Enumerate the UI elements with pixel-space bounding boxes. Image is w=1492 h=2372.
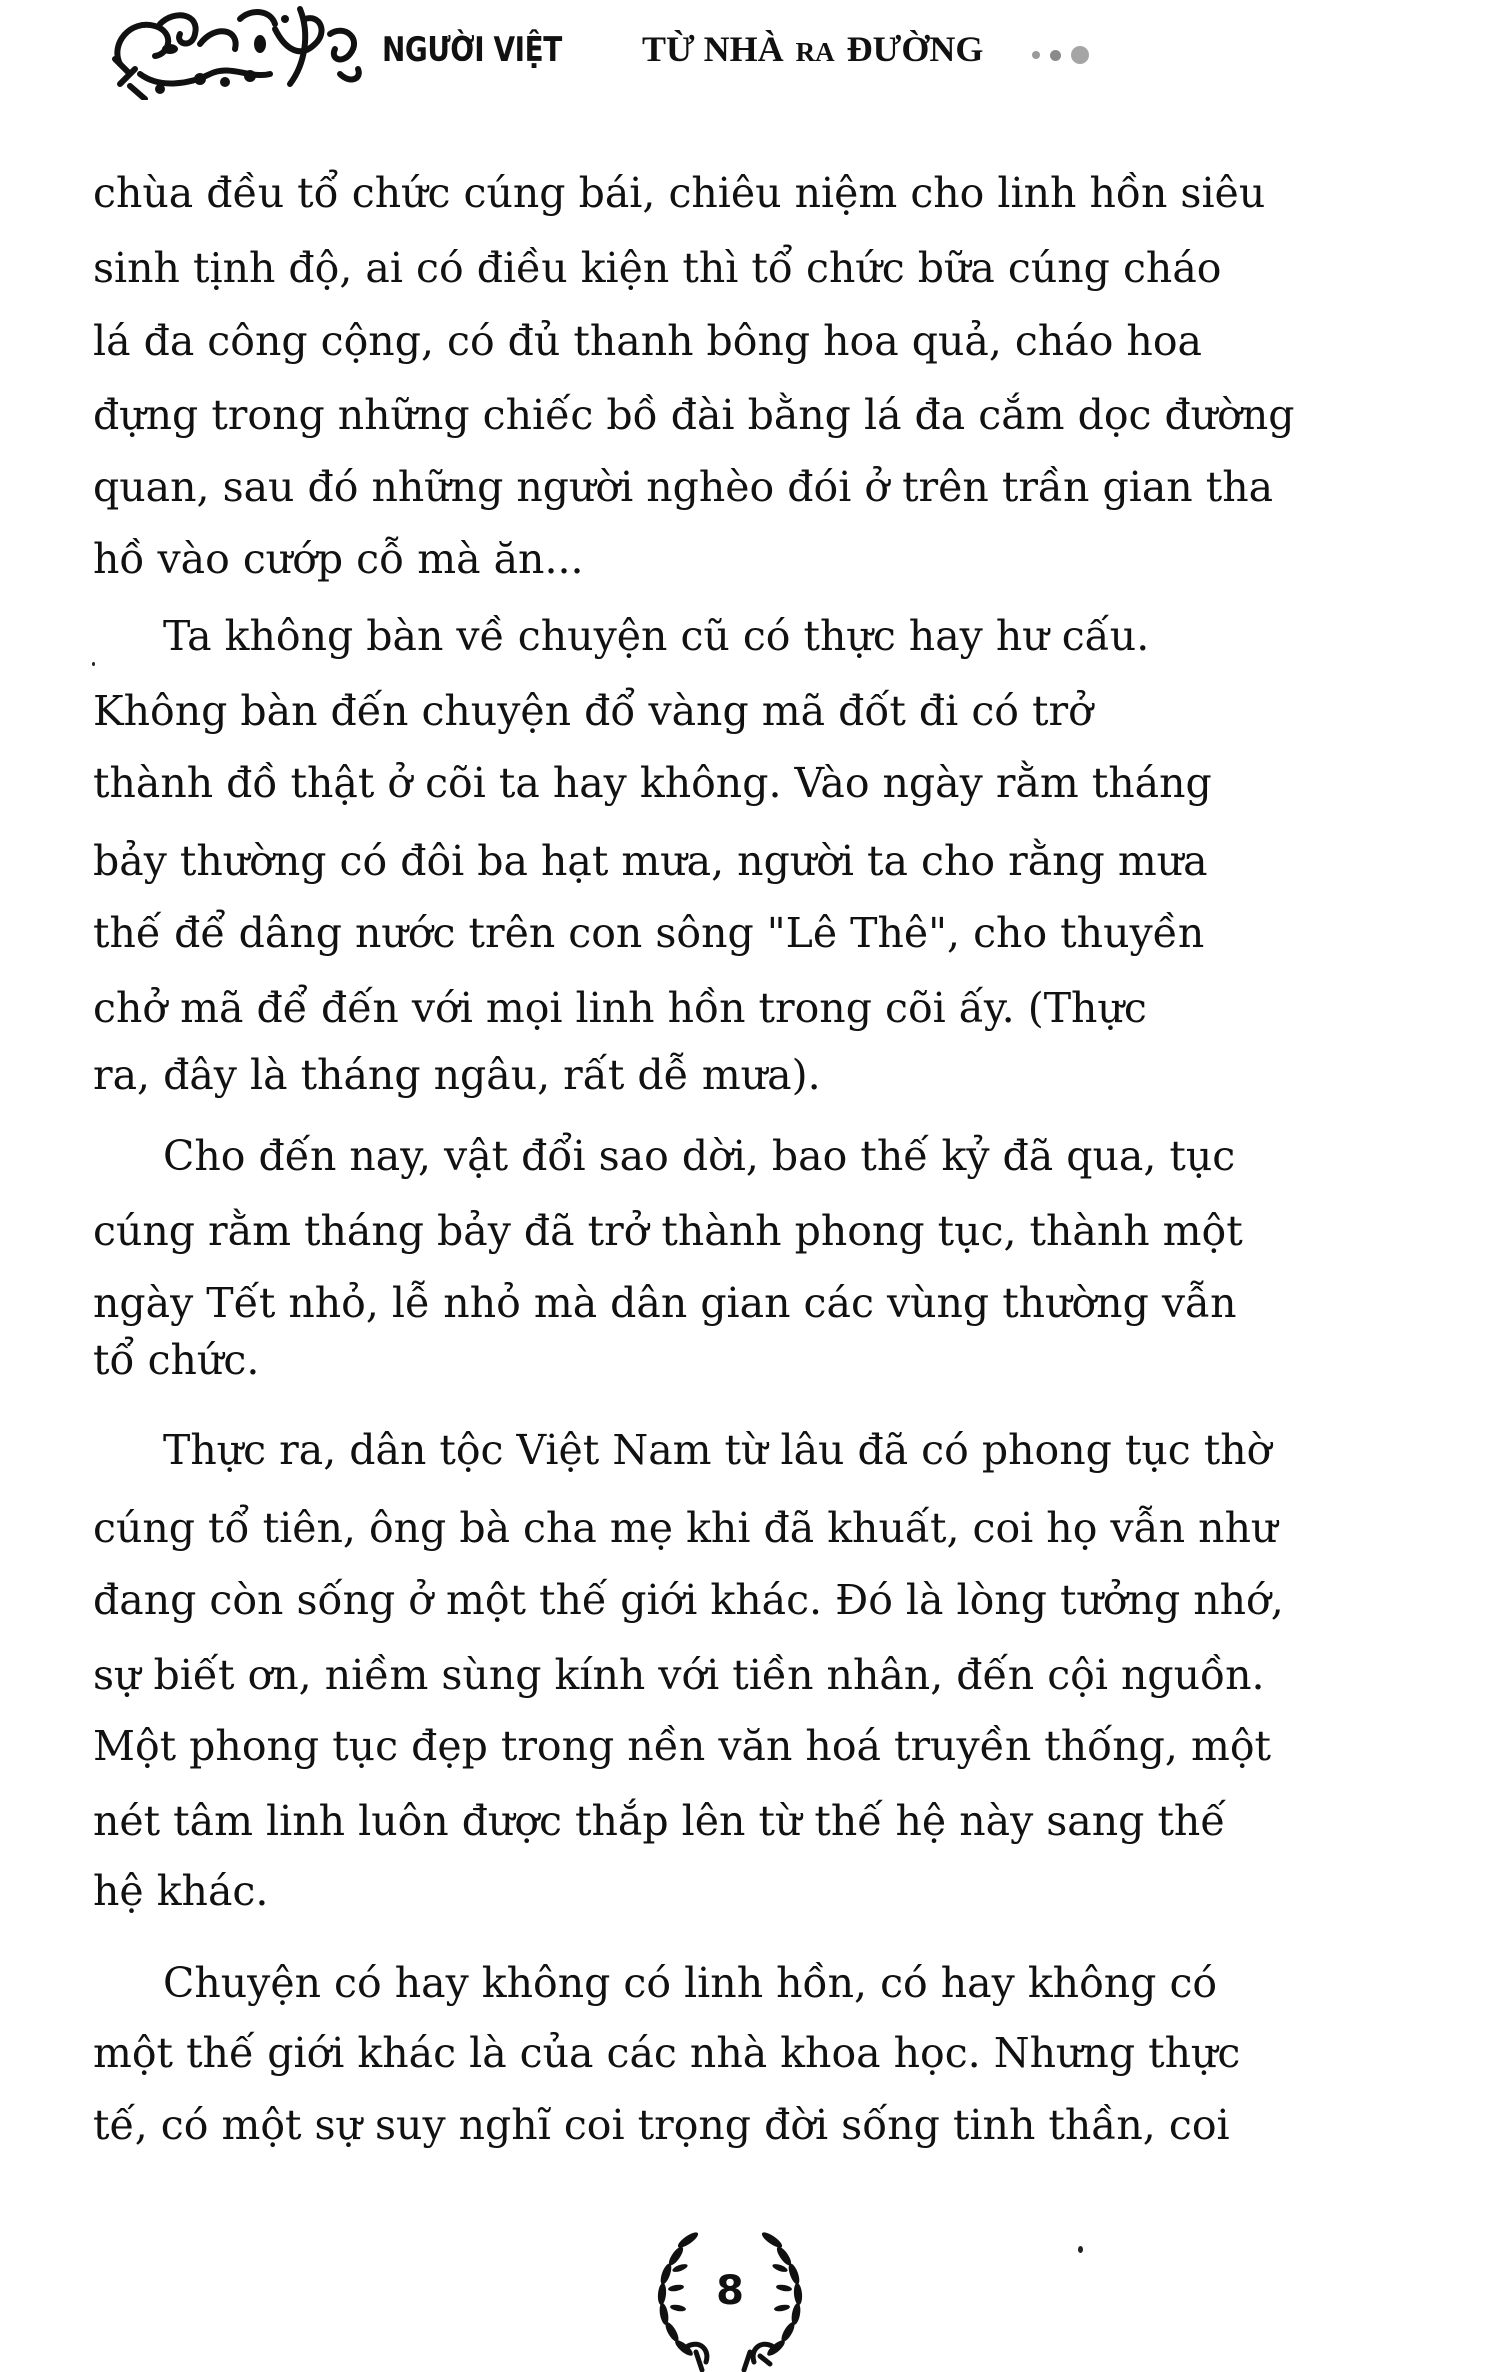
page-footer — [640, 2228, 820, 2372]
title-part-2: ĐƯỜNG — [846, 29, 984, 69]
text-line: thành đồ thật ở cõi ta hay không. Vào ngày rằm tháng — [93, 759, 1212, 807]
paragraph-first-line: Ta không bàn về chuyện cũ có thực hay hư cấu. — [163, 612, 1150, 660]
title-bold: NGƯỜI VIỆT — [382, 30, 562, 70]
text-line: ra, đây là tháng ngâu, rất dễ mưa). — [93, 1051, 821, 1099]
text-line: quan, sau đó những người nghèo đói ở trên trần gian tha — [93, 463, 1274, 511]
text-line: hồ vào cướp cỗ mà ăn... — [93, 535, 584, 583]
text-line: bảy thường có đôi ba hạt mưa, người ta cho rằng mưa — [93, 837, 1208, 885]
text-line: ngày Tết nhỏ, lễ nhỏ mà dân gian các vùng thường vẫn — [93, 1279, 1237, 1327]
scan-speck — [92, 662, 95, 666]
page-number: 8 — [716, 2268, 744, 2314]
text-line: một thế giới khác là của các nhà khoa học. Nhưng thực — [93, 2029, 1241, 2077]
text-line: đang còn sống ở một thế giới khác. Đó là lòng tưởng nhớ, — [93, 1576, 1284, 1624]
three-dots-ornament-icon — [1032, 46, 1089, 64]
scan-speck — [1078, 2246, 1083, 2253]
text-line: tế, có một sự suy nghĩ coi trọng đời sống tinh thần, coi — [93, 2101, 1230, 2149]
running-title — [382, 28, 983, 78]
text-line: hệ khác. — [93, 1867, 269, 1915]
running-header — [0, 0, 1492, 110]
text-line: tổ chức. — [93, 1336, 260, 1384]
floral-ornament-icon — [100, 4, 370, 100]
text-line: sinh tịnh độ, ai có điều kiện thì tổ chức bữa cúng cháo — [93, 244, 1222, 292]
text-line: thế để dâng nước trên con sông "Lê Thê", cho thuyền — [93, 909, 1205, 957]
text-line: chở mã để đến với mọi linh hồn trong cõi ấy. (Thực — [93, 984, 1147, 1032]
text-line: cúng tổ tiên, ông bà cha mẹ khi đã khuất, coi họ vẫn như — [93, 1504, 1278, 1552]
text-line: nét tâm linh luôn được thắp lên từ thế hệ này sang thế — [93, 1797, 1226, 1845]
text-line: cúng rằm tháng bảy đã trở thành phong tục, thành một — [93, 1207, 1243, 1255]
paragraph-first-line: Cho đến nay, vật đổi sao dời, bao thế kỷ đã qua, tục — [163, 1132, 1236, 1180]
paragraph-first-line: Chuyện có hay không có linh hồn, có hay không có — [163, 1959, 1218, 2007]
text-line: lá đa công cộng, có đủ thanh bông hoa quả, cháo hoa — [93, 317, 1202, 365]
title-part-small: RA — [795, 37, 835, 67]
text-line: Không bàn đến chuyện đổ vàng mã đốt đi có trở — [93, 687, 1093, 735]
title-part-1: TỪ NHÀ — [642, 29, 784, 69]
text-line: đựng trong những chiếc bồ đài bằng lá đa cắm dọc đường — [93, 391, 1295, 439]
text-line: Một phong tục đẹp trong nền văn hoá truyền thống, một — [93, 1722, 1272, 1770]
paragraph-first-line: Thực ra, dân tộc Việt Nam từ lâu đã có phong tục thờ — [163, 1426, 1272, 1474]
text-line: sự biết ơn, niềm sùng kính với tiền nhân, đến cội nguồn. — [93, 1651, 1265, 1699]
text-line: chùa đều tổ chức cúng bái, chiêu niệm cho linh hồn siêu — [93, 169, 1266, 217]
